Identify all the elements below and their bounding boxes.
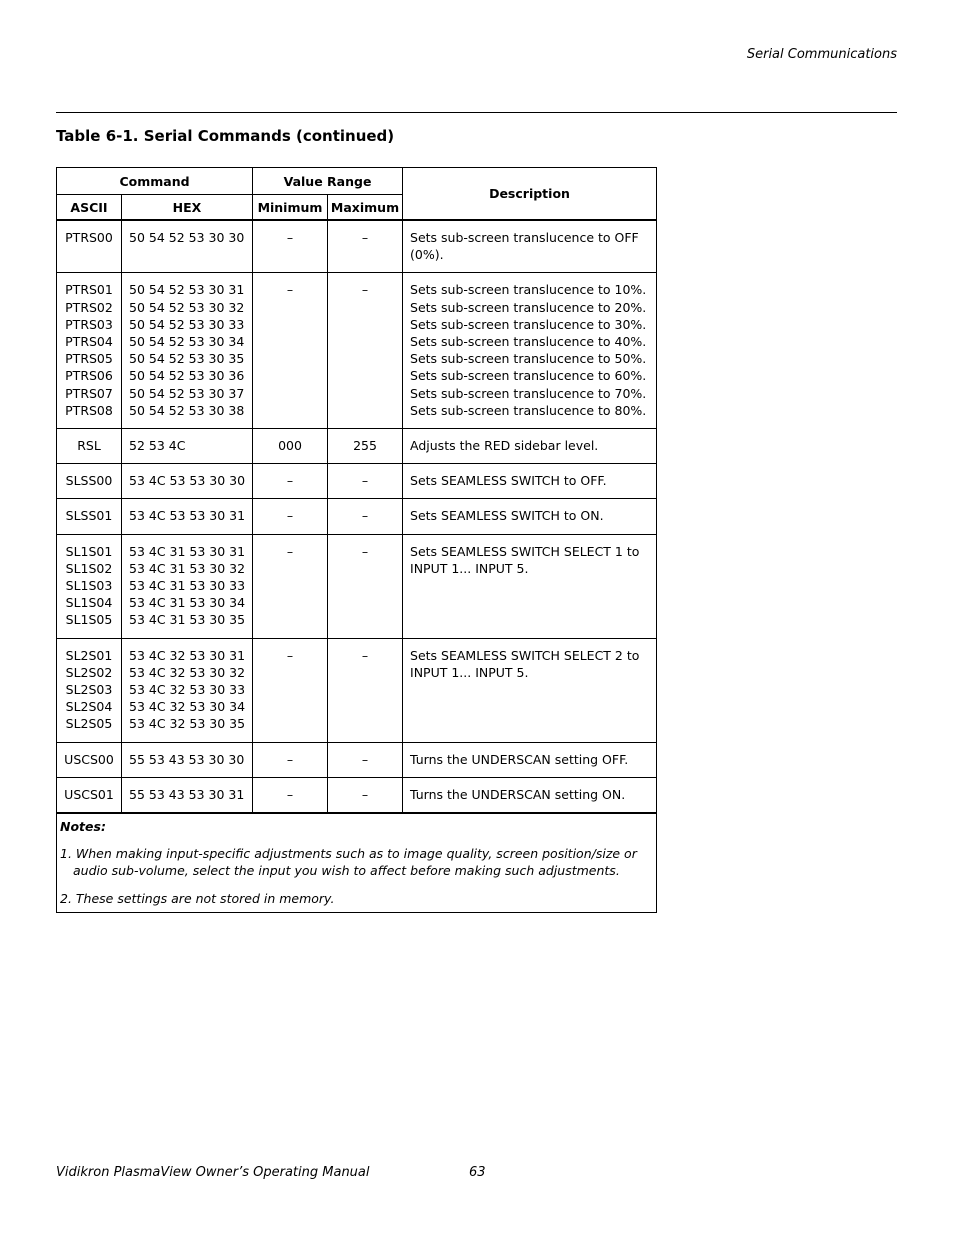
ascii-command: USCS00 — [64, 751, 114, 767]
hex-command: 55 53 43 53 30 31 — [129, 786, 245, 802]
ascii-command: SL2S04 — [65, 699, 113, 715]
description-text: Sets sub-screen translucence to 70%. — [410, 385, 647, 401]
hex-command: 53 4C 31 53 30 31 — [129, 543, 246, 559]
hex-command: 53 4C 32 53 30 31 — [129, 647, 246, 663]
description-text: Sets SEAMLESS SWITCH SELECT 1 to INPUT 1... INPUT 5. — [410, 543, 640, 576]
header-rule — [56, 112, 897, 113]
minimum-cell: – — [253, 534, 328, 638]
table-row — [57, 638, 657, 742]
ascii-cell — [57, 742, 122, 777]
ascii-command: SL1S04 — [65, 595, 113, 611]
description-cell — [403, 220, 657, 273]
description-text: Sets sub-screen translucence to 10%. — [410, 282, 647, 298]
hex-command: 50 54 52 53 30 36 — [129, 368, 245, 384]
hex-command: 50 54 52 53 30 30 — [129, 230, 245, 245]
ascii-command: SL2S03 — [65, 682, 113, 698]
description-cell — [403, 777, 657, 813]
ascii-command: PTRS04 — [65, 334, 113, 350]
hex-command: 53 4C 31 53 30 35 — [129, 612, 246, 628]
ascii-cell — [57, 273, 122, 429]
description-text: Sets SEAMLESS SWITCH to OFF. — [410, 473, 607, 489]
minimum-cell: – — [253, 742, 328, 777]
header-command: Command — [57, 168, 253, 195]
description-text: Sets sub-screen translucence to 40%. — [410, 334, 647, 350]
table-row — [57, 464, 657, 499]
ascii-command: SL2S02 — [65, 664, 113, 680]
description-text: Sets sub-screen translucence to 30%. — [410, 316, 647, 332]
table-row — [57, 429, 657, 464]
hex-cell — [122, 777, 253, 813]
note-item: 1. When making input-specific adjustments such as to image quality, screen position/size or audio sub-volume, select the input you wish to affect before making such adjustments. — [60, 846, 637, 879]
description-text: Turns the UNDERSCAN setting ON. — [410, 786, 626, 802]
hex-command: 53 4C 32 53 30 34 — [129, 699, 246, 715]
notes-section — [57, 813, 657, 912]
hex-command: 50 54 52 53 30 33 — [129, 316, 245, 332]
minimum-cell: – — [253, 220, 328, 273]
ascii-command: SL1S02 — [65, 560, 113, 576]
ascii-command: PTRS00 — [65, 230, 113, 245]
description-text: Sets SEAMLESS SWITCH SELECT 2 to INPUT 1... INPUT 5. — [410, 647, 640, 680]
description-cell — [403, 534, 657, 638]
table-row — [57, 273, 657, 429]
header-description: Description — [403, 168, 657, 221]
ascii-cell — [57, 464, 122, 499]
hex-command: 50 54 52 53 30 34 — [129, 334, 245, 350]
page-number: 63 — [469, 1165, 486, 1180]
description-cell — [403, 429, 657, 464]
ascii-cell — [57, 220, 122, 273]
header-hex: HEX — [122, 195, 253, 221]
minimum-cell: – — [253, 777, 328, 813]
ascii-cell — [57, 638, 122, 742]
ascii-command: SL1S03 — [65, 578, 113, 594]
minimum-cell: – — [253, 273, 328, 429]
ascii-command: PTRS06 — [65, 368, 113, 384]
ascii-cell — [57, 429, 122, 464]
hex-command: 53 4C 53 53 30 30 — [129, 473, 246, 489]
hex-command: 55 53 43 53 30 30 — [129, 751, 245, 767]
header-minimum: Minimum — [253, 195, 328, 221]
hex-command: 53 4C 32 53 30 32 — [129, 664, 246, 680]
hex-cell — [122, 464, 253, 499]
hex-command: 50 54 52 53 30 32 — [129, 299, 245, 315]
hex-command: 50 54 52 53 30 38 — [129, 402, 245, 418]
description-text: Sets sub-screen translucence to 20%. — [410, 299, 647, 315]
hex-cell — [122, 534, 253, 638]
table-row — [57, 499, 657, 534]
header-maximum: Maximum — [328, 195, 403, 221]
header-ascii: ASCII — [57, 195, 122, 221]
footer-manual-title: Vidikron PlasmaView Owner’s Operating Manual — [56, 1165, 370, 1180]
description-text: Sets SEAMLESS SWITCH to ON. — [410, 508, 604, 524]
ascii-command: SL1S05 — [65, 612, 113, 628]
maximum-cell: 255 — [328, 429, 403, 464]
header-value-range: Value Range — [253, 168, 403, 195]
table-row — [57, 742, 657, 777]
ascii-cell — [57, 777, 122, 813]
minimum-cell: – — [253, 638, 328, 742]
table-row — [57, 220, 657, 273]
hex-command: 50 54 52 53 30 31 — [129, 282, 245, 298]
hex-cell — [122, 429, 253, 464]
ascii-cell — [57, 499, 122, 534]
ascii-command: PTRS05 — [65, 351, 113, 367]
ascii-command: SLSS00 — [65, 473, 113, 489]
maximum-cell: – — [328, 638, 403, 742]
minimum-cell: 000 — [253, 429, 328, 464]
hex-command: 50 54 52 53 30 35 — [129, 351, 245, 367]
hex-command: 52 53 4C — [129, 438, 186, 454]
running-head: Serial Communications — [746, 47, 897, 62]
hex-command: 53 4C 32 53 30 33 — [129, 682, 246, 698]
description-cell — [403, 464, 657, 499]
description-cell — [403, 638, 657, 742]
ascii-command: USCS01 — [64, 786, 114, 802]
hex-command: 53 4C 31 53 30 34 — [129, 595, 246, 611]
ascii-command: SL2S05 — [65, 716, 113, 732]
ascii-command: SL1S01 — [65, 543, 113, 559]
minimum-cell: – — [253, 499, 328, 534]
description-cell — [403, 273, 657, 429]
hex-command: 53 4C 32 53 30 35 — [129, 716, 246, 732]
description-text: Turns the UNDERSCAN setting OFF. — [410, 751, 629, 767]
ascii-command: SLSS01 — [65, 508, 113, 524]
ascii-command: RSL — [77, 438, 101, 454]
maximum-cell: – — [328, 499, 403, 534]
ascii-command: PTRS07 — [65, 385, 113, 401]
maximum-cell: – — [328, 742, 403, 777]
table-caption: Table 6-1. Serial Commands (continued) — [56, 127, 395, 145]
hex-cell — [122, 499, 253, 534]
maximum-cell: – — [328, 464, 403, 499]
notes-title: Notes: — [60, 819, 106, 835]
ascii-command: SL2S01 — [65, 647, 113, 663]
hex-command: 50 54 52 53 30 37 — [129, 385, 245, 401]
hex-cell — [122, 638, 253, 742]
description-text: Sets sub-screen translucence to 60%. — [410, 368, 647, 384]
description-cell — [403, 499, 657, 534]
description-text: Sets sub-screen translucence to 50%. — [410, 351, 647, 367]
ascii-command: PTRS08 — [65, 402, 113, 418]
description-text: Sets sub-screen translucence to OFF (0%). — [410, 230, 639, 263]
table-row — [57, 534, 657, 638]
hex-cell — [122, 273, 253, 429]
maximum-cell: – — [328, 273, 403, 429]
maximum-cell: – — [328, 534, 403, 638]
maximum-cell: – — [328, 777, 403, 813]
hex-command: 53 4C 31 53 30 32 — [129, 560, 246, 576]
hex-command: 53 4C 31 53 30 33 — [129, 578, 246, 594]
minimum-cell: – — [253, 464, 328, 499]
description-text: Adjusts the RED sidebar level. — [410, 438, 599, 454]
maximum-cell: – — [328, 220, 403, 273]
ascii-command: PTRS01 — [65, 282, 113, 298]
ascii-command: PTRS03 — [65, 316, 113, 332]
description-text: Sets sub-screen translucence to 80%. — [410, 402, 647, 418]
description-cell — [403, 742, 657, 777]
ascii-command: PTRS02 — [65, 299, 113, 315]
table-body — [57, 220, 657, 813]
note-item: 2. These settings are not stored in memory. — [60, 890, 335, 906]
hex-cell — [122, 742, 253, 777]
serial-commands-table — [56, 167, 657, 913]
hex-command: 53 4C 53 53 30 31 — [129, 508, 246, 524]
ascii-cell — [57, 534, 122, 638]
hex-cell — [122, 220, 253, 273]
table-row — [57, 777, 657, 813]
